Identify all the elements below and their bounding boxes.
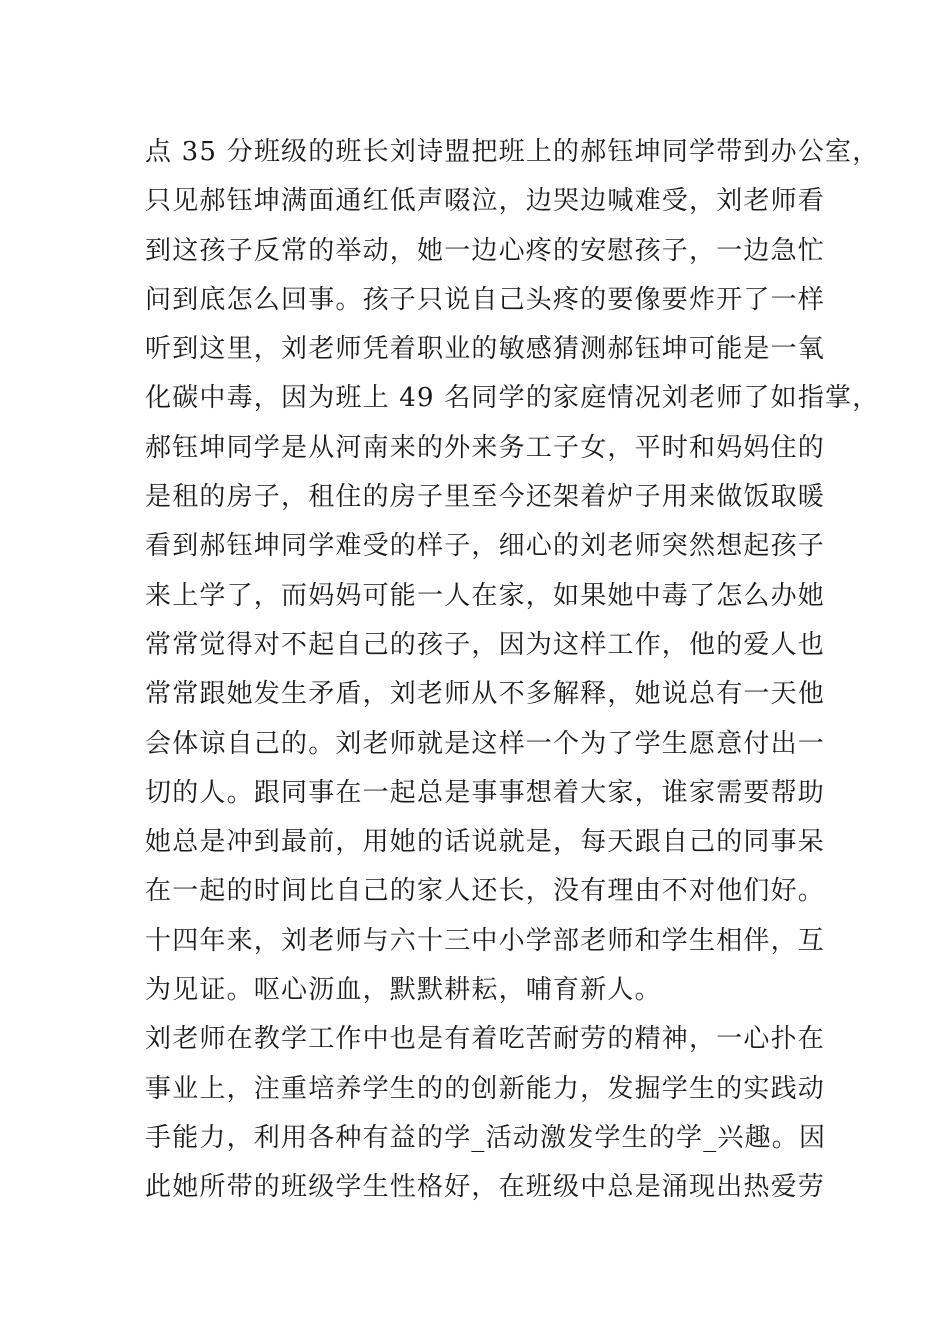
text-line: 点 35 分班级的班长刘诗盟把班上的郝钰坤同学带到办公室， (145, 137, 880, 167)
text-line: 为见证。呕心沥血，默默耕耘，哺育新人。 (145, 975, 662, 1006)
text-line: 常常跟她发生矛盾，刘老师从不多解释，她说总有一天他 (145, 679, 826, 710)
text-line: 看到郝钰坤同学难受的样子，细心的刘老师突然想起孩子 (145, 531, 826, 562)
text-line: 郝钰坤同学是从河南来的外来务工子女，平时和妈妈住的 (145, 432, 826, 463)
text-line: 只见郝钰坤满面通红低声啜泣，边哭边喊难受，刘老师看 (145, 186, 826, 217)
body-text (145, 128, 880, 1213)
text-line: 十四年来，刘老师与六十三中小学部老师和学生相伴，互 (145, 925, 826, 956)
text-line: 切的人。跟同事在一起总是事事想着大家，谁家需要帮助 (145, 777, 826, 808)
text-line: 常常觉得对不起自己的孩子，因为这样工作，他的爱人也 (145, 629, 826, 660)
text-line: 会体谅自己的。刘老师就是这样一个为了学生愿意付出一 (145, 728, 826, 759)
text-line: 到这孩子反常的举动，她一边心疼的安慰孩子，一边急忙 (145, 235, 826, 266)
text-line: 此她所带的班级学生性格好，在班级中总是涌现出热爱劳 (145, 1172, 826, 1203)
text-line: 问到底怎么回事。孩子只说自己头疼的要像要炸开了一样 (145, 284, 826, 315)
text-line: 刘老师在教学工作中也是有着吃苦耐劳的精神，一心扑在 (145, 1024, 826, 1055)
text-line: 她总是冲到最前，用她的话说就是，每天跟自己的同事呆 (145, 827, 826, 858)
text-line: 在一起的时间比自己的家人还长，没有理由不对他们好。 (145, 876, 826, 907)
text-line: 手能力，利用各种有益的学_活动激发学生的学_兴趣。因 (145, 1122, 827, 1153)
text-line: 听到这里，刘老师凭着职业的敏感猜测郝钰坤可能是一氧 (145, 334, 826, 365)
text-line: 事业上，注重培养学生的的创新能力，发掘学生的实践动 (145, 1073, 826, 1104)
text-line: 来上学了，而妈妈可能一人在家，如果她中毒了怎么办她 (145, 580, 826, 611)
text-line: 是租的房子，租住的房子里至今还架着炉子用来做饭取暖 (145, 482, 826, 513)
text-line: 化碳中毒，因为班上 49 名同学的家庭情况刘老师了如指掌， (145, 383, 880, 414)
